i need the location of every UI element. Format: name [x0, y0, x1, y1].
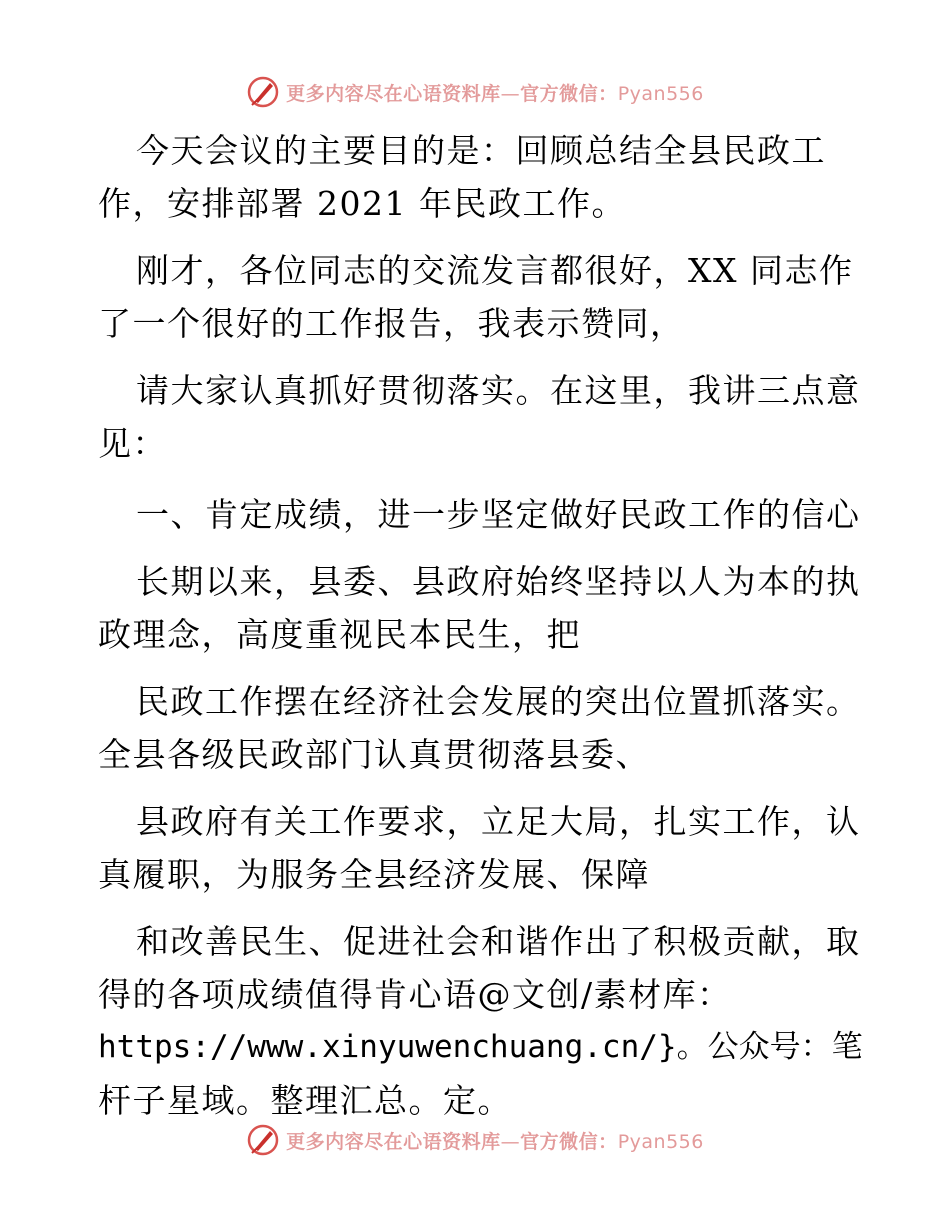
- paragraph-3-line-1: 请大家认真抓好贯彻落实。在这里，我讲三点意: [136, 371, 861, 410]
- paragraph-6-line-1: 民政工作摆在经济社会发展的突出位置抓落实。: [136, 682, 861, 721]
- paragraph-7-line-1: 县政府有关工作要求，立足大局，扎实工作，认: [136, 802, 861, 841]
- quill-pen-logo-icon: [246, 75, 280, 109]
- header-watermark: [0, 72, 950, 112]
- paragraph-8-line-2: 得的各项成绩值得肯心语@文创/素材库：: [98, 975, 732, 1014]
- document-body: [98, 124, 863, 1127]
- paragraph-2-line-2: 了一个很好的工作报告，我表示赞同，: [98, 304, 685, 343]
- paragraph-1-line-1: 今天会议的主要目的是：回顾总结全县民政工: [136, 131, 826, 170]
- paragraph-5-line-1: 长期以来，县委、县政府始终坚持以人为本的执: [136, 562, 861, 601]
- paragraph-2-line-1: 刚才，各位同志的交流发言都很好，XX 同志作: [136, 251, 854, 290]
- watermark-text: 更多内容尽在心语资料库—官方微信：Pyan556: [286, 82, 704, 105]
- paragraph-5-line-2: 政理念，高度重视民本民生，把: [98, 615, 581, 654]
- paragraph-8-line-3-url: https://www.xinyuwenchuang.cn/}。公众号：笔: [98, 1029, 863, 1065]
- footer-watermark: [0, 1120, 950, 1160]
- paragraph-1-line-2: 作，安排部署 2021 年民政工作。: [98, 184, 626, 223]
- watermark-text: 更多内容尽在心语资料库—官方微信：Pyan556: [286, 1130, 704, 1153]
- paragraph-8-line-1: 和改善民生、促进社会和谐作出了积极贡献，取: [136, 922, 861, 961]
- paragraph-7-line-2: 真履职，为服务全县经济发展、保障: [98, 855, 650, 894]
- paragraph-8-line-4: 杆子星域。整理汇总。定。: [98, 1081, 512, 1120]
- quill-pen-logo-icon: [246, 1123, 280, 1157]
- paragraph-6-line-2: 全县各级民政部门认真贯彻落县委、: [98, 735, 650, 774]
- paragraph-3-line-2: 见：: [98, 424, 167, 463]
- section-heading-1: 一、肯定成绩，进一步坚定做好民政工作的信心: [136, 495, 861, 534]
